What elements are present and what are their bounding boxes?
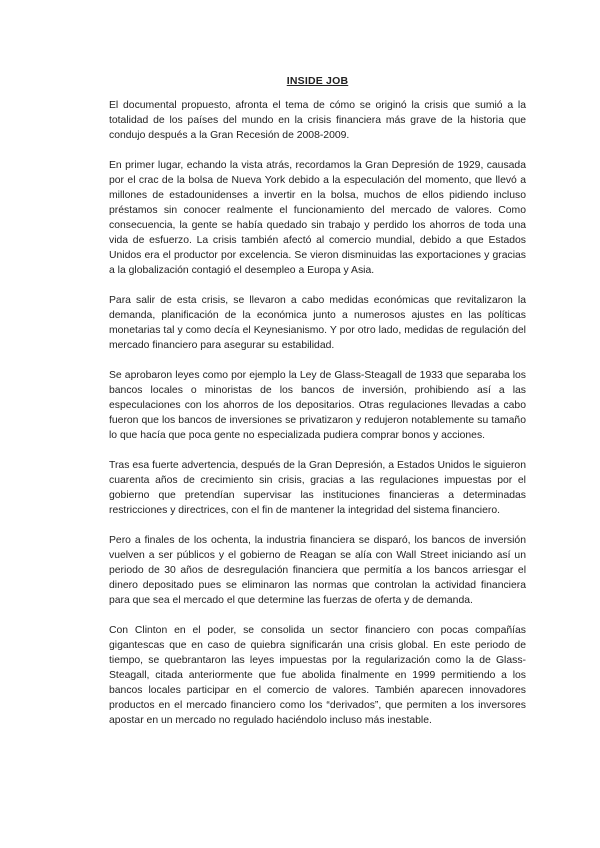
paragraph-glass-steagall: Se aprobaron leyes como por ejemplo la Ley de Glass-Steagall de 1933 que separaba los bancos locales o minoristas de los bancos de inversión, prohibiendo así a las especulaciones con los ahorros de los depositarios. Otras regulaciones llevadas a cabo fueron que los bancos de inversiones se privatizaron y redujeron notablemente su tamaño lo que hacía que poca gente no especializada pudiera comprar bonos y acciones. — [109, 370, 526, 441]
paragraph-forty-years: Tras esa fuerte advertencia, después de la Gran Depresión, a Estados Unidos le siguieron cuarenta años de crecimiento sin crisis, gracias a las regulaciones impuestas por el gobierno que pretendían supervisar las instituciones financieras a determinadas restricciones y directrices, con el fin de mantener la integridad del sistema financiero. — [109, 460, 526, 516]
paragraph-great-depression: En primer lugar, echando la vista atrás, recordamos la Gran Depresión de 1929, causada por el crac de la bolsa de Nueva York debido a la especulación del momento, que llevó a millones de estadounidenses a invertir en la bolsa, muchos de ellos pidiendo incluso préstamos sin conocer realmente el funcionamiento del mercado de valores. Como consecuencia, la gente se había quedado sin trabajo y perdido los ahorros de toda una vida de esfuerzo. La crisis también afectó al comercio mundial, debido a que Estados Unidos era el productor por excelencia. Se vieron disminuidas las exportaciones y gracias a la globalización contagió el desempleo a Europa y Asia. — [109, 160, 526, 276]
paragraph-intro: El documental propuesto, afronta el tema de cómo se originó la crisis que sumió a la totalidad de los países del mundo en la crisis financiera más grave de la historia que condujo después a la Gran Recesión de 2008-2009. — [109, 100, 526, 141]
document-page — [109, 74, 526, 743]
paragraph-deregulation: Pero a finales de los ochenta, la industria financiera se disparó, los bancos de inversión vuelven a ser públicos y el gobierno de Reagan se alía con Wall Street iniciando así un periodo de 30 años de desregulación financiera que permitía a los bancos arriesgar el dinero depositado pues se eliminaron las normas que controlan la actividad financiera para que sea el mercado el que determine las fuerzas de oferta y de demanda. — [109, 535, 526, 606]
paragraph-clinton: Con Clinton en el poder, se consolida un sector financiero con pocas compañías gigantescas que en caso de quiebra significarán una crisis global. En este periodo de tiempo, se quebrantaron las leyes impuestas por la regularización como la de Glass-Steagall, citada anteriormente que fue abolida finalmente en 1999 permitiendo a los bancos locales participar en el comercio de valores. También aparecen innovadores productos en el mercado financiero como los “derivados”, que permiten a los inversores apostar en un mercado no regulado haciéndolo incluso más inestable. — [109, 625, 526, 726]
paragraph-economic-measures: Para salir de esta crisis, se llevaron a cabo medidas económicas que revitalizaron la demanda, planificación de la económica junto a numerosos ajustes en las políticas monetarias tal y como decía el Keynesianismo. Y por otro lado, medidas de regulación del mercado financiero para asegurar su estabilidad. — [109, 295, 526, 351]
document-title: INSIDE JOB — [286, 75, 349, 87]
